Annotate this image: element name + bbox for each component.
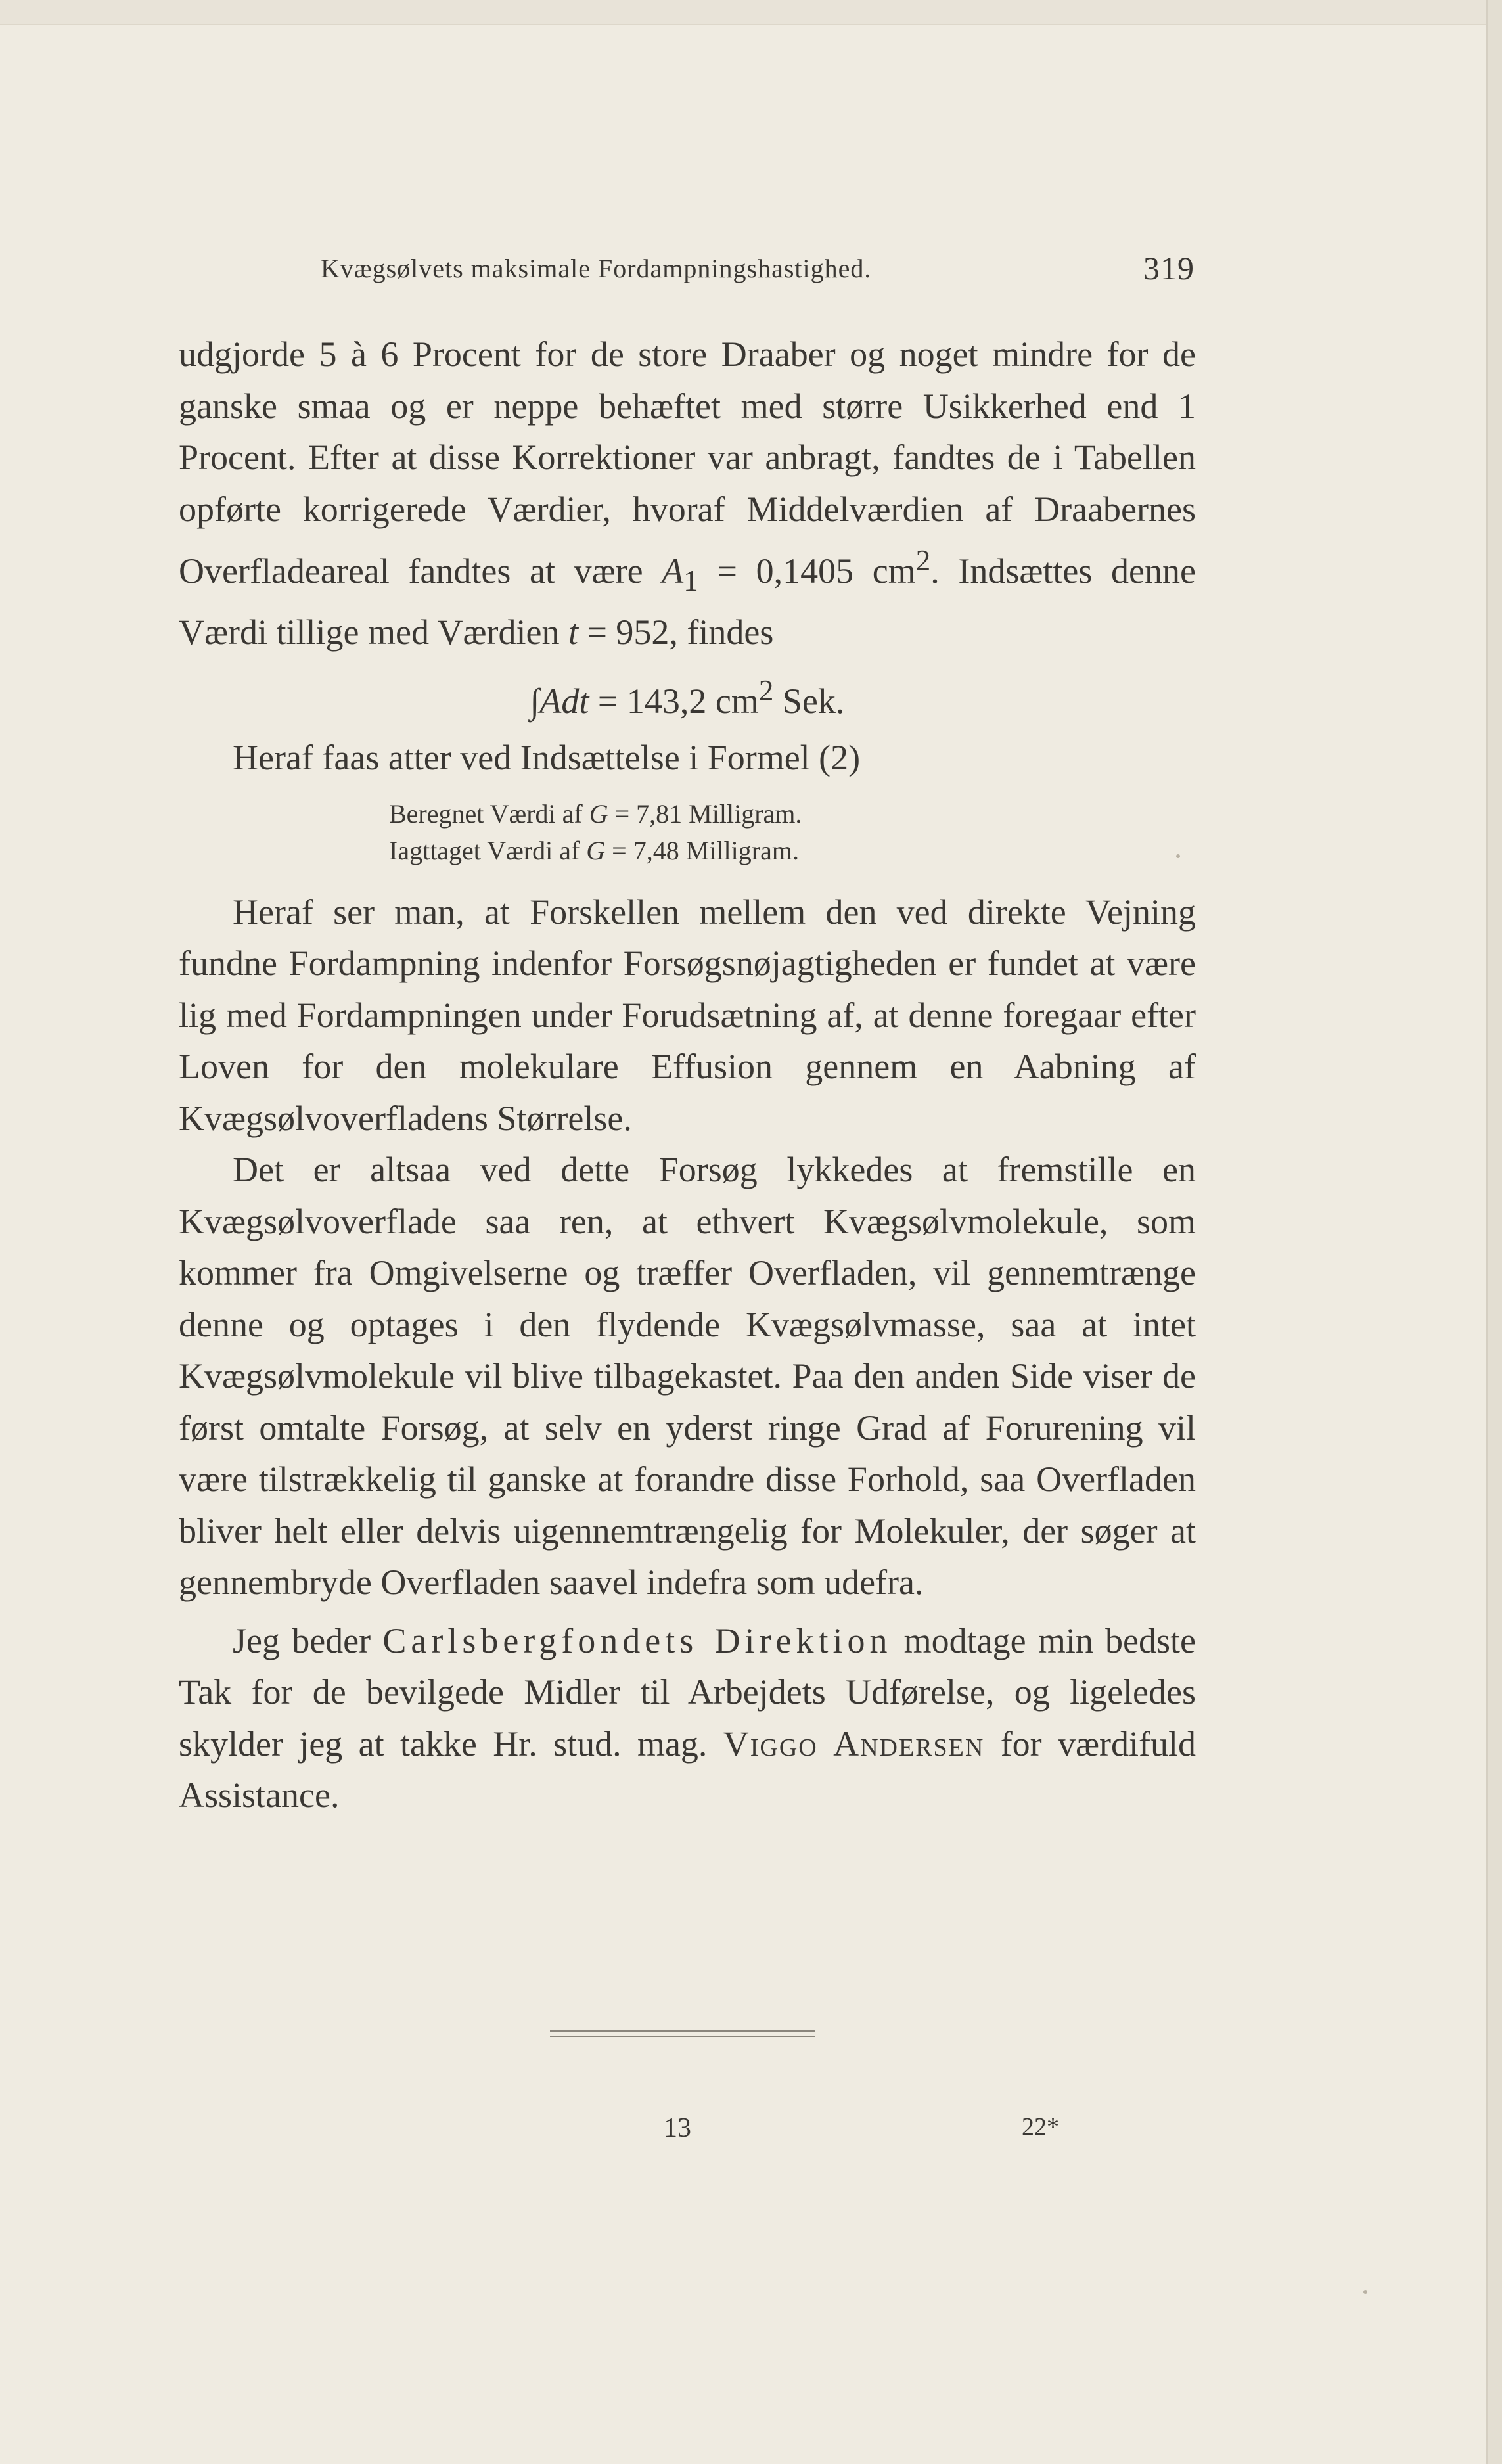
- running-head: [321, 250, 1195, 292]
- signature-mark: 13: [664, 2113, 691, 2143]
- spaced-emphasis: Carlsbergfondets Direktion: [382, 1620, 892, 1660]
- paragraph-3: Det er altsaa ved dette Forsøg lykkedes at fremstille en Kvægsølvoverflade saa ren, at ethvert Kvægsølvmolekule, som kommer fra Omgivelserne og træffer Overfladen, vil gennemtrænge denne og optages i den flydende Kvægsølvmasse, saa at intet Kvægsølvmolekule vil blive tilbagekastet. Paa den anden Side viser de først omtalte Forsøg, at selv en yderst ringe Grad af Forurening vil være tilstrækkelig til ganske at forandre disse Forhold, saa Overfladen bliver helt eller delvis uigennemtrængelig for Molekuler, der søger at gennembryde Overfladen saavel indefra som udefra.: [179, 1150, 1196, 1603]
- variable-t: t: [568, 612, 578, 652]
- closing-rule-top: [550, 2030, 815, 2032]
- footer-marker: 22*: [1022, 2113, 1059, 2141]
- page-number: 319: [1143, 250, 1195, 286]
- running-head-title: Kvægsølvets maksimale Fordampningshastighed.: [321, 254, 872, 283]
- paper-speck: [1363, 2290, 1367, 2294]
- page-right-edge: [1486, 0, 1502, 2464]
- paragraph-1: udgjorde 5 à 6 Procent for de store Draaber og noget mindre for de ganske smaa og er neppe behæftet med større Usikkerhed end 1 Procent. Efter at disse Korrektioner var anbragt, fandtes de i Tabellen opførte korrigerede Værdier, hvoraf Middelværdien af Draabernes Overfladeareal fandtes at være $A_1 = 0,1405$ $cm^2$. Indsættes denne Værdi tillige med Værdien t = 952, findes: [179, 334, 1196, 652]
- paragraph-4: Jeg beder Carlsbergfondets Direktion modtage min bedste Tak for de bevilgede Midler til Arbejdets Udførelse, og ligeledes skylder jeg at takke Hr. stud. mag. Viggo Andersen for værdifuld Assistance.: [179, 1620, 1196, 1815]
- assistant-name: Viggo Andersen: [723, 1723, 985, 1764]
- body-text: [179, 329, 1196, 1821]
- integral-sign: ∫: [530, 681, 540, 721]
- paper-speck: [1176, 854, 1180, 858]
- formula-expression: Adt: [539, 681, 589, 721]
- variable-a: A: [662, 551, 684, 591]
- closing-rule-bottom: [550, 2036, 815, 2037]
- superscript-2: 2: [915, 544, 931, 577]
- observed-value-line: Iagttaget Værdi af G = 7,48 Milligram.: [389, 835, 799, 865]
- page-top-edge: [0, 0, 1488, 25]
- paragraph-2: Heraf ser man, at Forskellen mellem den ved direkte Vejning fundne Fordampning indenfor Forsøgsnøjagtigheden er fundet at være lig med Fordampningen under Forudsætning af, at denne foregaar efter Loven for den molekulare Effusion gennem en Aabning af Kvægsølvoverfladens Størrelse.: [179, 892, 1196, 1138]
- intro-line: Heraf faas atter ved Indsættelse i Formel (2): [233, 738, 861, 778]
- formula-integral: ∫Adt = 143,2 $cm^2$ Sek.: [530, 673, 845, 721]
- results-block: [179, 796, 1196, 869]
- computed-value-line: Beregnet Værdi af G = 7,81 Milligram.: [389, 798, 802, 829]
- subscript-1: 1: [683, 564, 698, 597]
